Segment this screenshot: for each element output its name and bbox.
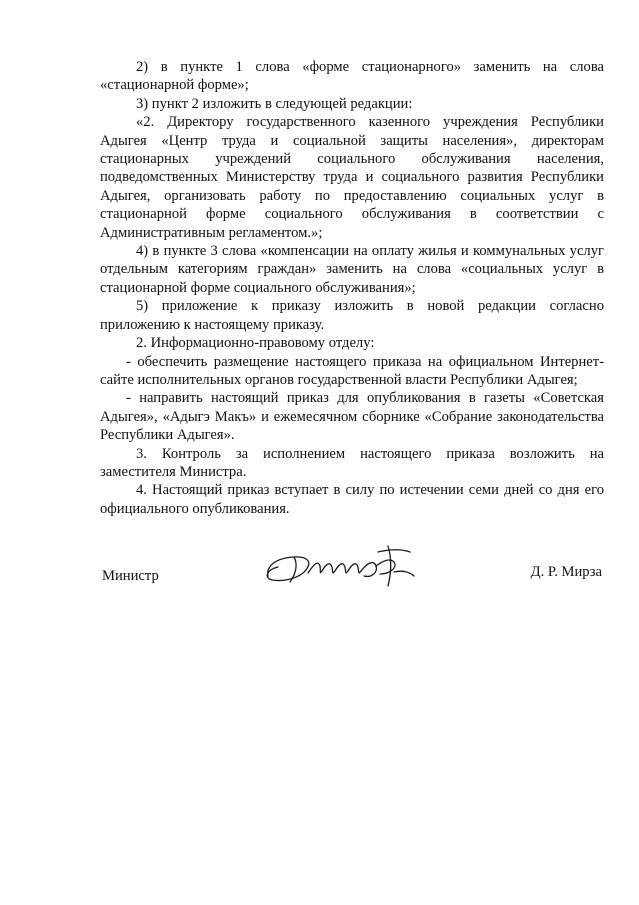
signature-block (100, 540, 604, 600)
signatory-title: Министр (102, 568, 159, 584)
signatory-name: Д. Р. Мирза (530, 564, 602, 580)
paragraph-amendment-3-text: «2. Директору государственного казенного учреждения Республики Адыгея «Центр труда и социальной защиты населения», директорам стационарных учреждений социального обслуживания населения, подведомственных Министерству труда и социального развития Республики Адыгея, организовать работу по предоставлению социальных услуг в стационарной форме социального обслуживания в соответствии с Административным регламентом.»; (100, 114, 604, 241)
paragraph-amendment-5: 5) приложение к приказу изложить в новой редакции согласно приложению к настоящему приказу. (100, 298, 604, 333)
document-body (100, 58, 604, 518)
paragraph-amendment-4: 4) в пункте 3 слова «компенсации на оплату жилья и коммунальных услуг отдельным категориям граждан» заменить на слова «социальных услуг в стационарной форме социального обслуживания»; (100, 243, 604, 296)
paragraph-item-2-publish-site: - обеспечить размещение настоящего приказа на официальном Интернет-сайте исполнительных органов государственной власти Республики Адыгея; (100, 353, 604, 388)
paragraph-amendment-3: 3) пункт 2 изложить в следующей редакции: (136, 95, 413, 112)
paragraph-amendment-2: 2) в пункте 1 слова «форме стационарного» заменить на слова «стационарной форме»; (100, 59, 604, 94)
paragraph-item-2-publish-press: - направить настоящий приказ для опубликования в газеты «Советская Адыгея», «Адыгэ Макъ» и ежемесячном сборнике «Собрание законодательства Республики Адыгея». (100, 390, 604, 444)
paragraph-item-3: 3. Контроль за исполнением настоящего приказа возложить на заместителя Министра. (100, 445, 604, 480)
handwritten-signature (260, 540, 425, 600)
paragraph-item-2: 2. Информационно-правовому отделу: (136, 335, 375, 352)
paragraph-item-4: 4. Настоящий приказ вступает в силу по истечении семи дней со дня его официального опубликования. (100, 482, 604, 517)
